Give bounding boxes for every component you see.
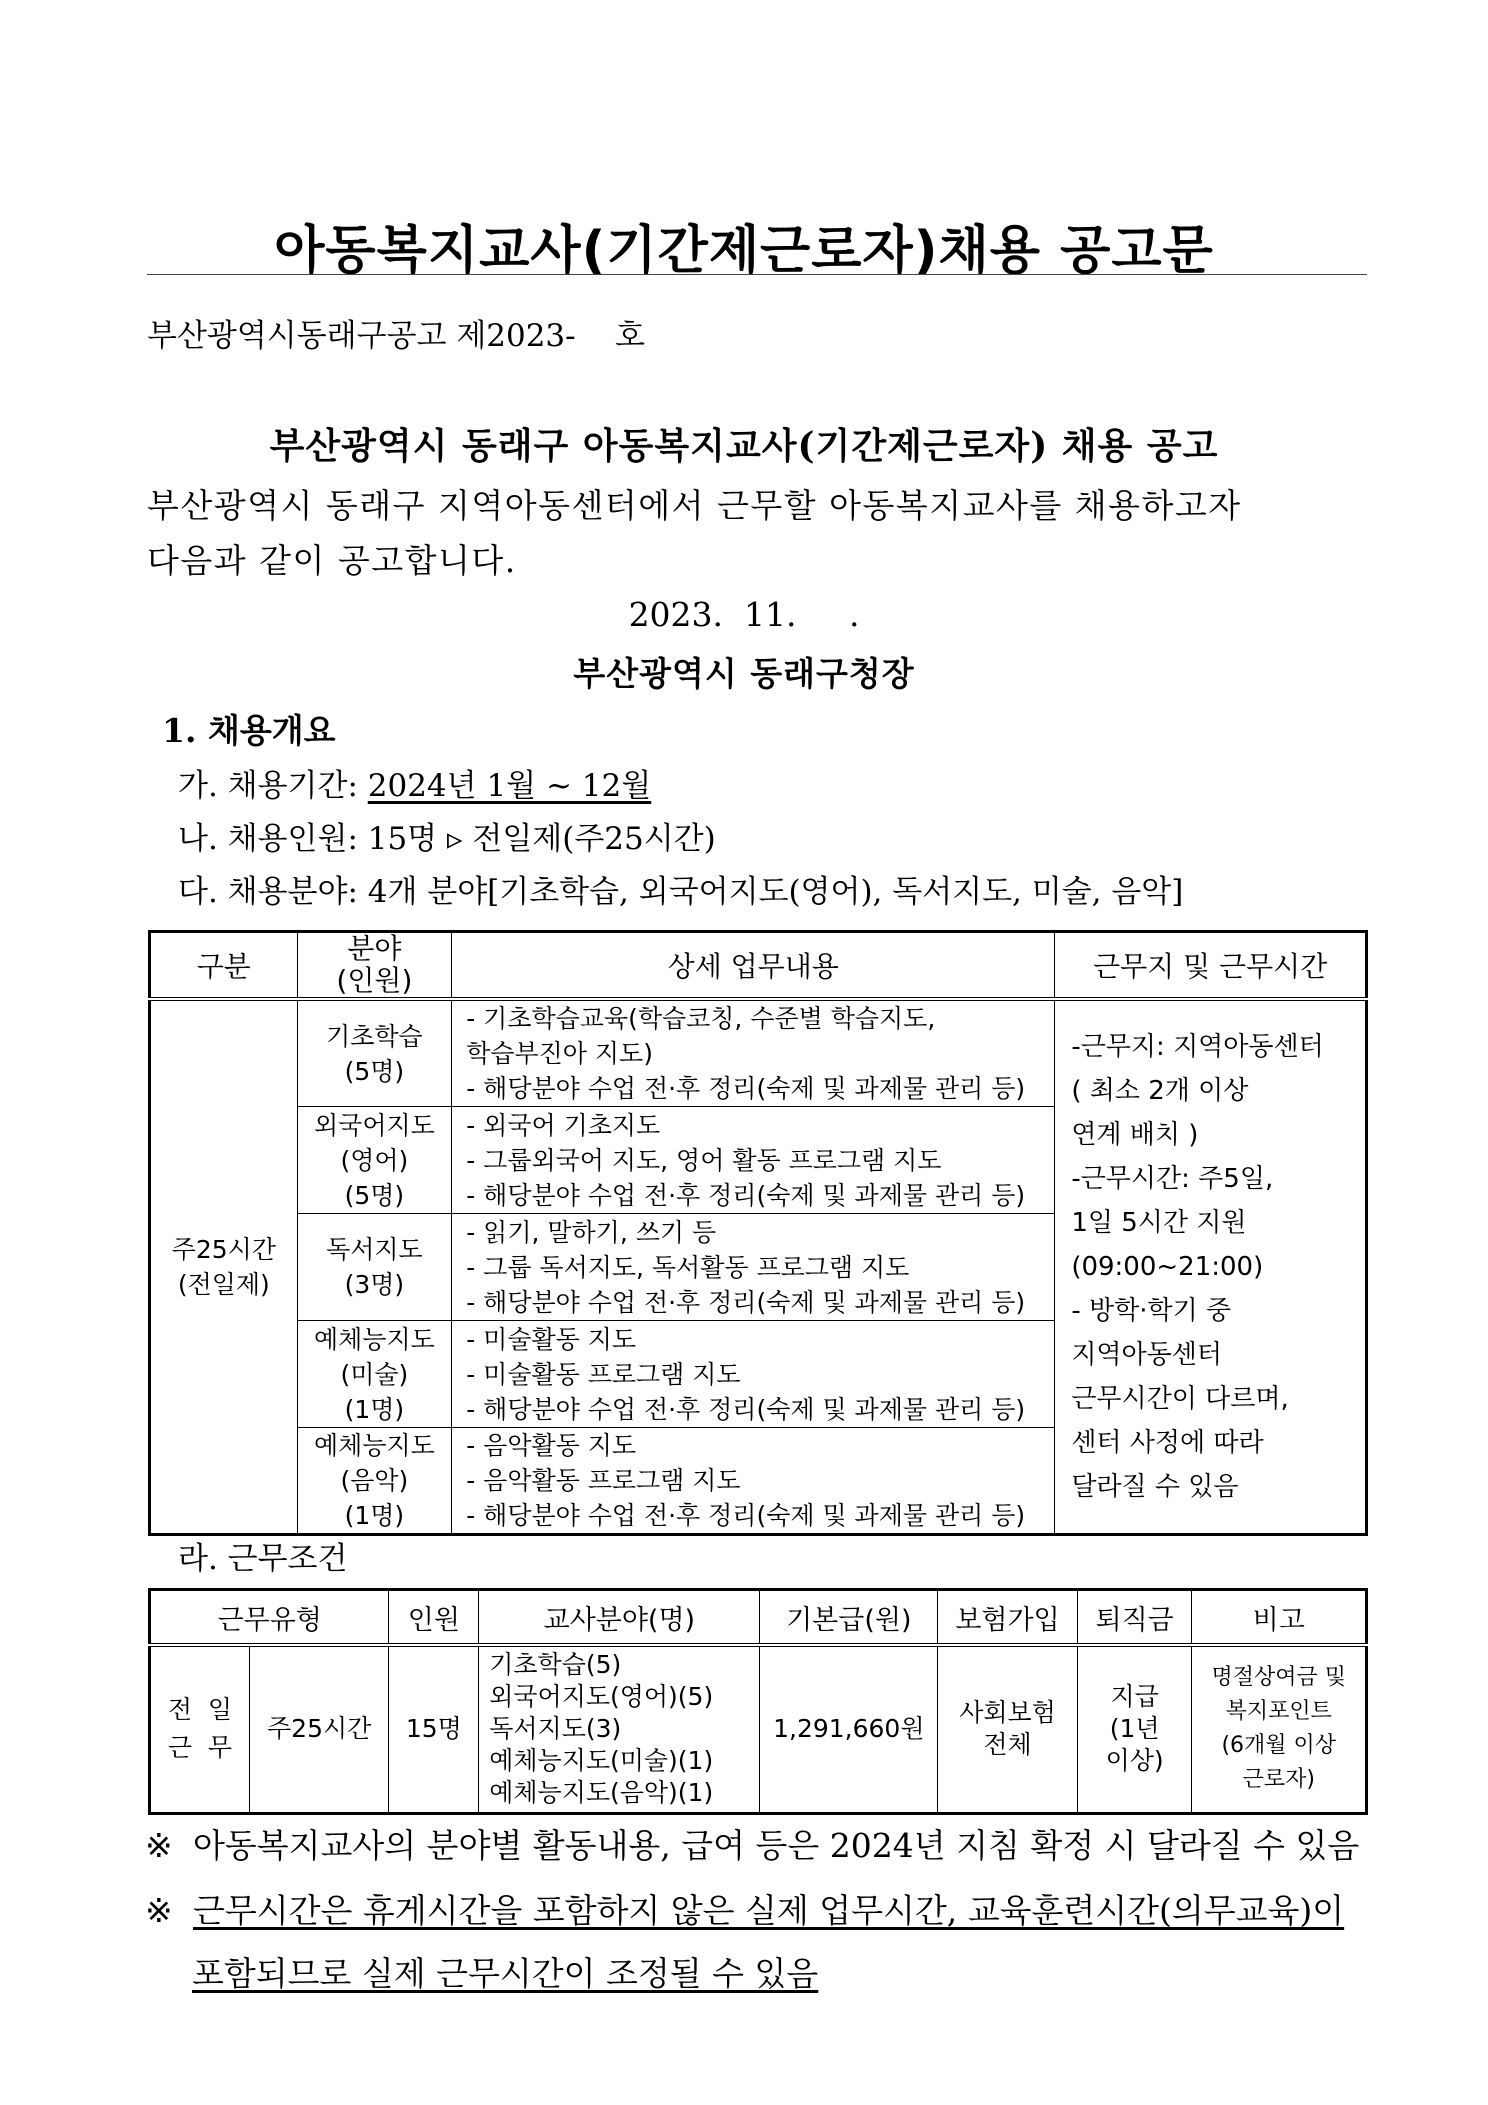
header-field: 분야 (인원): [297, 932, 452, 1000]
duties-cell: - 음악활동 지도 - 음악활동 프로그램 지도 - 해당분야 수업 전·후 정리(숙제 및 과제물 관리 등): [452, 1428, 1055, 1535]
salary-cell: 1,291,660원: [760, 1645, 938, 1813]
note-cell: 명절상여금 및 복지포인트 (6개월 이상 근로자): [1192, 1645, 1367, 1813]
duties-cell: - 읽기, 말하기, 쓰기 등 - 그룹 독서지도, 독서활동 프로그램 지도 - 해당분야 수업 전·후 정리(숙제 및 과제물 관리 등): [452, 1214, 1055, 1321]
hiring-period-label: 가. 채용기간:: [178, 768, 368, 804]
notice-date: 2023. 11. .: [628, 595, 860, 634]
fields-cell: 기초학습(5) 외국어지도(영어)(5) 독서지도(3) 예체능지도(미술)(1) 예체능지도(음악)(1): [479, 1645, 760, 1813]
hiring-fields: 다. 채용분야: 4개 분야[기초학습, 외국어지도(영어), 독서지도, 미술, 음악]: [178, 874, 1184, 910]
footnote-1-text: 아동복지교사의 분야별 활동내용, 급여 등은 2024년 지침 확정 시 달라질 수 있음: [193, 1826, 1360, 1865]
hours-cell: 주25시간: [249, 1645, 389, 1813]
footnote-2-line-1: 근무시간은 휴게시간을 포함하지 않은 실제 업무시간, 교육훈련시간(의무교육)이: [193, 1891, 1345, 1930]
header-place-time: 근무지 및 근무시간: [1055, 932, 1367, 1000]
footnote-1: [145, 1820, 1359, 1867]
place-time-cell: -근무지: 지역아동센터 ( 최소 2개 이상 연계 배치 ) -근무시간: 주5일, 1일 5시간 지원 (09:00~21:00) - 방학·학기 중 지역아동센터 근무시간이 다르며, 센터 사정에 따라 달라질 수 있음: [1055, 999, 1367, 1535]
intro-line-1: 부산광역시 동래구 지역아동센터에서 근무할 아동복지교사를 채용하고자: [147, 486, 1242, 525]
insurance-cell: 사회보험 전체: [938, 1645, 1078, 1813]
table-header-row: [150, 932, 1367, 1000]
field-cell: 외국어지도 (영어) (5명): [297, 1107, 452, 1214]
field-cell: 기초학습 (5명): [297, 999, 452, 1107]
document-title: 아동복지교사(기간제근로자)채용 공고문: [274, 221, 1214, 281]
header-count: 인원: [389, 1590, 479, 1646]
field-cell: 독서지도 (3명): [297, 1214, 452, 1321]
header-category: 구분: [150, 932, 298, 1000]
footnote-2: [145, 1885, 1344, 1932]
reference-mark: ※: [145, 1891, 173, 1930]
hiring-count: 나. 채용인원: 15명 ▹ 전일제(주25시간): [178, 821, 716, 857]
duties-cell: - 미술활동 지도 - 미술활동 프로그램 지도 - 해당분야 수업 전·후 정리(숙제 및 과제물 관리 등): [452, 1321, 1055, 1428]
work-conditions-title: 라. 근무조건: [178, 1541, 348, 1577]
duties-cell: - 기초학습교육(학습코칭, 수준별 학습지도, 학습부진아 지도) - 해당분야 수업 전·후 정리(숙제 및 과제물 관리 등): [452, 999, 1055, 1107]
duties-cell: - 외국어 기초지도 - 그룹외국어 지도, 영어 활동 프로그램 지도 - 해당분야 수업 전·후 정리(숙제 및 과제물 관리 등): [452, 1107, 1055, 1214]
issuer: 부산광역시 동래구청장: [573, 654, 915, 693]
notice-number: 부산광역시동래구공고 제2023- 호: [147, 318, 645, 354]
hiring-period-value: 2024년 1월 ~ 12월: [367, 768, 652, 804]
notice-heading: 부산광역시 동래구 아동복지교사(기간제근로자) 채용 공고: [269, 425, 1219, 467]
title-divider: [147, 274, 1367, 275]
footnote-2-continued: [192, 1948, 818, 1995]
work-type-cell: 전 일 근 무: [150, 1645, 250, 1813]
section-1-title: 1. 채용개요: [162, 711, 336, 750]
header-note: 비고: [1192, 1590, 1367, 1646]
count-cell: 15명: [389, 1645, 479, 1813]
table-row: [150, 1645, 1367, 1813]
reference-mark: ※: [145, 1826, 173, 1865]
field-cell: 예체능지도 (미술) (1명): [297, 1321, 452, 1428]
severance-cell: 지급 (1년 이상): [1077, 1645, 1192, 1813]
header-severance: 퇴직금: [1077, 1590, 1192, 1646]
duties-table: [148, 930, 1368, 1536]
header-insurance: 보험가입: [938, 1590, 1078, 1646]
hiring-period: [178, 760, 651, 805]
category-cell: 주25시간 (전일제): [150, 999, 298, 1535]
table-row: [150, 999, 1367, 1107]
header-duties: 상세 업무내용: [452, 932, 1055, 1000]
intro-line-2: 다음과 같이 공고합니다.: [147, 541, 517, 580]
conditions-table: [148, 1588, 1368, 1815]
header-work-type: 근무유형: [150, 1590, 389, 1646]
field-cell: 예체능지도 (음악) (1명): [297, 1428, 452, 1535]
table-header-row: [150, 1590, 1367, 1646]
header-salary: 기본급(원): [760, 1590, 938, 1646]
footnote-2-line-2: 포함되므로 실제 근무시간이 조정될 수 있음: [192, 1954, 819, 1993]
header-fields: 교사분야(명): [479, 1590, 760, 1646]
